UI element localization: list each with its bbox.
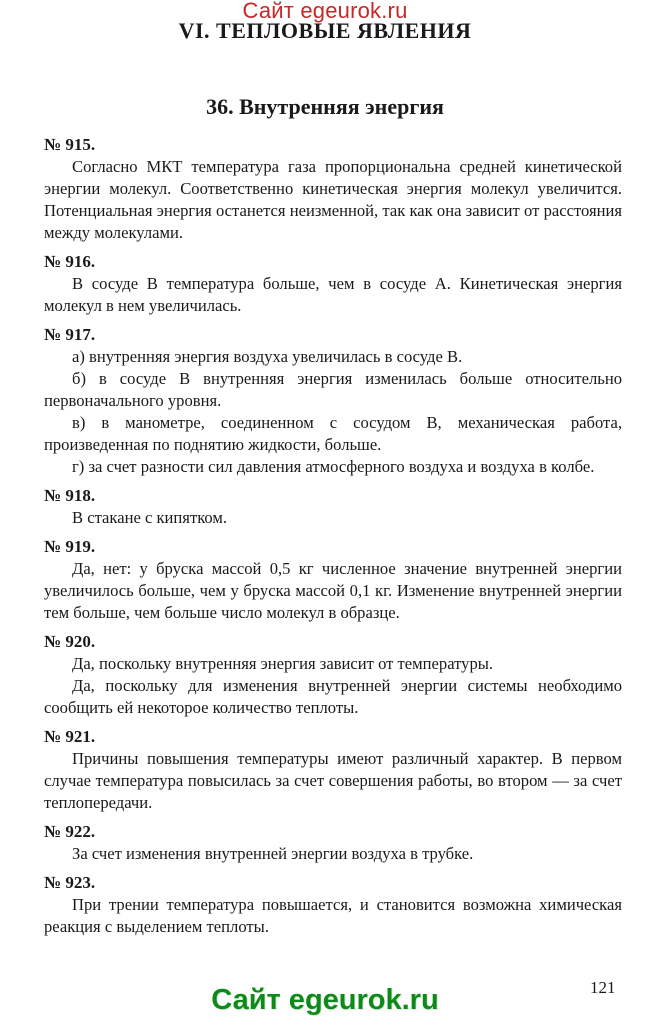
problem-list [44, 134, 622, 945]
problem-text: б) в сосуде B внутренняя энергия изменилась больше относительно первоначального уровня. [44, 369, 622, 410]
problem-number: № 920. [44, 632, 96, 651]
problem-916 [44, 251, 622, 317]
problem-number: № 918. [44, 486, 96, 505]
problem-text: Причины повышения температуры имеют различный характер. В первом случае температура повысилась за счет совершения работы, во втором — за счет теплопередачи. [44, 749, 622, 812]
problem-text: В сосуде B температура больше, чем в сосуде A. Кинетическая энергия молекул в нем увеличилась. [44, 274, 622, 315]
problem-921 [44, 726, 622, 814]
problem-915 [44, 134, 622, 244]
problem-number: № 923. [44, 873, 96, 892]
problem-text: г) за счет разности сил давления атмосферного воздуха и воздуха в колбе. [72, 457, 595, 476]
problem-text: Да, нет: у бруска массой 0,5 кг численное значение внутренней энергии увеличилось больше, чем у бруска массой 0,1 кг. Изменение внутренней энергии тем больше, чем больше число молекул в образце. [44, 559, 622, 622]
problem-text: При трении температура повышается, и становится возможна химическая реакция с выделением теплоты. [44, 895, 622, 936]
chapter-title: VI. ТЕПЛОВЫЕ ЯВЛЕНИЯ [178, 18, 472, 43]
problem-text: За счет изменения внутренней энергии воздуха в трубке. [72, 844, 474, 863]
problem-922 [44, 821, 622, 865]
watermark-top: Сайт egeurok.ru [242, 0, 408, 23]
page-number: 121 [590, 978, 616, 997]
problem-number: № 921. [44, 727, 96, 746]
problem-text: Да, поскольку внутренняя энергия зависит от температуры. [72, 654, 494, 673]
problem-text: Да, поскольку для изменения внутренней энергии системы необходимо сообщить ей некоторое количество теплоты. [44, 676, 622, 717]
problem-923 [44, 872, 622, 938]
problem-918 [44, 485, 622, 529]
section-title: 36. Внутренняя энергия [206, 94, 444, 119]
problem-917 [44, 324, 622, 478]
problem-919 [44, 536, 622, 624]
problem-text: Согласно МКТ температура газа пропорциональна средней кинетической энергии молекул. Соответственно кинетическая энергия молекул увеличится. Потенциальная энергия останется неизменной, так как она зависит от расстояния между молекулами. [44, 157, 622, 242]
problem-number: № 916. [44, 252, 96, 271]
problem-text: в) в манометре, соединенном с сосудом B, механическая работа, произведенная по поднятию жидкости, больше. [44, 413, 622, 454]
problem-text: а) внутренняя энергия воздуха увеличилась в сосуде B. [72, 347, 463, 366]
problem-number: № 917. [44, 325, 96, 344]
problem-text: В стакане с кипятком. [72, 508, 228, 527]
problem-number: № 919. [44, 537, 96, 556]
problem-number: № 915. [44, 135, 96, 154]
problem-920 [44, 631, 622, 719]
problem-number: № 922. [44, 822, 96, 841]
watermark-bottom: Сайт egeurok.ru [211, 984, 439, 1016]
